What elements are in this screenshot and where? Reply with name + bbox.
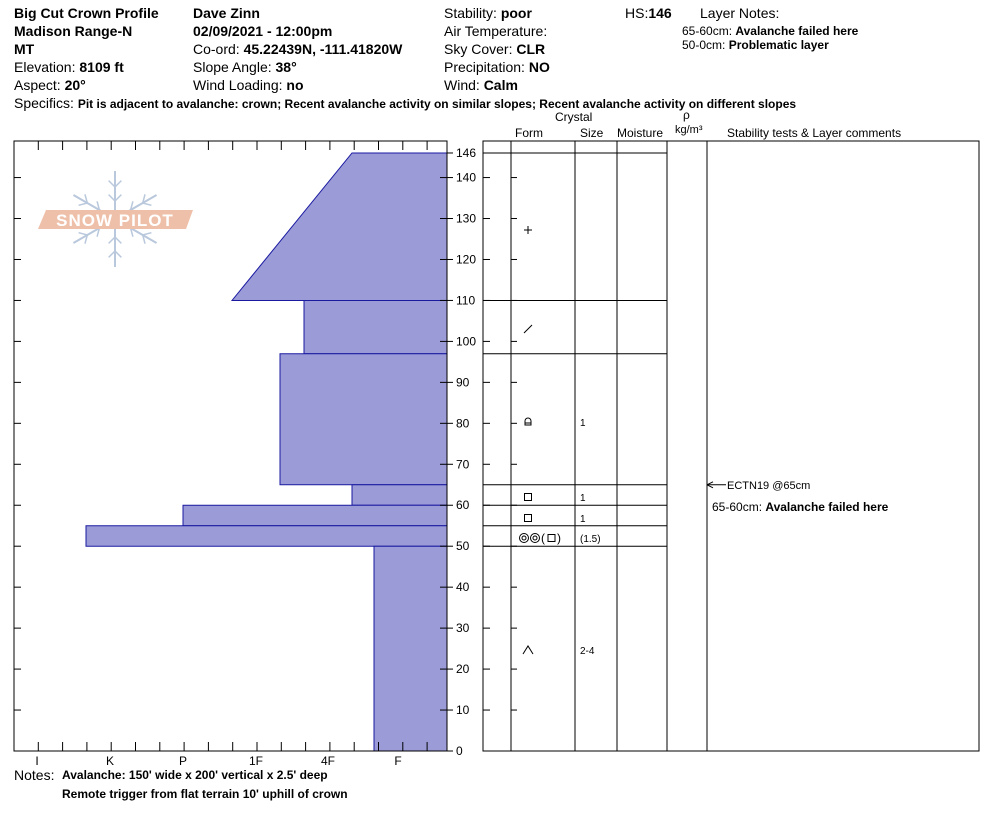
header-rho: ρ <box>683 108 690 122</box>
melt-form-icon <box>522 536 526 540</box>
depth-tick-label: 50 <box>456 539 470 554</box>
layer-note-range: 65-60cm: <box>682 24 733 38</box>
layer-comment-text: Avalanche failed here <box>765 500 889 514</box>
depth-tick-label: 0 <box>456 744 463 758</box>
snowpilot-logo <box>38 171 193 267</box>
field-value: CLR <box>516 41 546 57</box>
hardness-tick-label: 4F <box>320 754 336 768</box>
hs-value: 146 <box>648 5 672 21</box>
hardness-tick-label: K <box>105 754 115 768</box>
grain-size-label: 1 <box>580 418 586 429</box>
specifics-label: Specifics: <box>14 95 74 111</box>
header-density-unit: kg/m³ <box>675 124 703 136</box>
hardness-tick-label: I <box>35 754 39 768</box>
field-value: 38° <box>275 59 297 75</box>
melt-form-icon <box>533 536 537 540</box>
field-value: Calm <box>483 77 518 93</box>
notes-line-2: Remote trigger from flat terrain 10' uphill of crown <box>62 787 348 801</box>
field-value: MT <box>14 41 35 57</box>
hardness-layer <box>352 485 447 505</box>
field-value: poor <box>500 5 532 21</box>
decomposing-fragment-icon <box>524 325 532 333</box>
stability-test-label: ECTN19 @65cm <box>727 479 811 492</box>
depth-tick-label: 10 <box>456 703 470 718</box>
layer-note-text: Avalanche failed here <box>735 24 859 38</box>
field-value: Big Cut Crown Profile <box>14 5 159 21</box>
faceted-crystal-icon <box>525 494 532 501</box>
field-value: 20° <box>64 77 86 93</box>
hardness-layer <box>183 505 447 525</box>
depth-hoar-icon <box>523 646 533 654</box>
field-value: 45.22439N, -111.41820W <box>243 41 403 57</box>
depth-tick-label: 40 <box>456 580 470 595</box>
depth-tick-label: 140 <box>456 170 477 185</box>
grain-size-label: 1 <box>580 514 586 525</box>
layer-comment: 65-60cm: Avalanche failed here <box>712 500 889 514</box>
hardness-layer <box>374 546 447 751</box>
depth-tick-label: 120 <box>456 252 477 267</box>
depth-tick-label: 130 <box>456 211 477 226</box>
hardness-layer <box>232 153 447 300</box>
rounding-facet-icon <box>525 418 531 425</box>
header-moisture: Moisture <box>617 126 664 140</box>
depth-tick-label: 110 <box>456 293 476 308</box>
depth-tick-label: 100 <box>456 334 477 349</box>
snowflake-branch <box>143 203 152 205</box>
field-label: Air Temperature: <box>444 23 548 39</box>
header-stability: Stability tests & Layer comments <box>727 126 902 140</box>
field-value: Dave Zinn <box>193 5 260 21</box>
layer-notes-title: Layer Notes: <box>700 5 780 21</box>
snowflake-branch <box>79 233 88 235</box>
melt-form-mixed-icon <box>520 531 562 545</box>
header-form: Form <box>515 126 543 140</box>
layer-note-text: Problematic layer <box>728 38 829 52</box>
field-label: Sky Cover: <box>444 41 513 57</box>
field-value: 02/09/2021 - 12:00pm <box>193 23 333 39</box>
depth-tick-label: 30 <box>456 621 470 636</box>
depth-tick-label: 60 <box>456 498 470 513</box>
field-label: Precipitation: <box>444 59 525 75</box>
field-value: Madison Range-N <box>14 23 133 39</box>
field-label: Elevation: <box>14 59 76 75</box>
grain-size-label: (1.5) <box>580 534 601 545</box>
hardness-tick-label: F <box>394 754 402 768</box>
field-value: 8109 ft <box>79 59 124 75</box>
field-label: Slope Angle: <box>193 59 272 75</box>
hardness-tick-label: P <box>178 754 188 768</box>
paren-open: ( <box>541 531 545 545</box>
grain-size-label: 1 <box>580 493 586 504</box>
faceted-crystal-icon <box>525 515 532 522</box>
logo-text: SNOW PILOT <box>56 211 174 230</box>
paren-close: ) <box>557 531 561 545</box>
layer-note-range: 50-0cm: <box>682 38 726 52</box>
hardness-tick-label: 1F <box>248 754 264 768</box>
faceted-crystal-icon <box>548 535 555 542</box>
depth-tick-label: 146 <box>456 145 477 160</box>
snowflake-branch <box>143 233 152 235</box>
depth-tick-label: 20 <box>456 662 470 677</box>
specifics-text: Pit is adjacent to avalanche: crown; Recent avalanche activity on similar slopes; Recent avalanche activity on different slopes <box>77 97 797 111</box>
header-size: Size <box>580 126 604 140</box>
field-value: no <box>286 77 304 93</box>
depth-tick-label: 70 <box>456 457 470 472</box>
field-label: Aspect: <box>14 77 61 93</box>
field-label: Co-ord: <box>193 41 240 57</box>
melt-form-icon <box>531 534 540 543</box>
depth-tick-label: 80 <box>456 416 470 431</box>
hardness-layer <box>280 354 447 485</box>
field-label: Wind Loading: <box>193 77 283 93</box>
snowflake-branch <box>79 203 88 205</box>
layer-table-frame <box>483 141 979 751</box>
depth-tick-label: 90 <box>456 375 470 390</box>
hs-label: HS: <box>625 5 649 21</box>
grain-size-label: 2-4 <box>580 646 595 657</box>
field-label: Stability: <box>444 5 497 21</box>
header-crystal: Crystal <box>555 110 593 124</box>
melt-form-icon <box>520 534 529 543</box>
notes-label: Notes: <box>14 767 55 783</box>
field-value: NO <box>528 59 550 75</box>
hardness-layer <box>304 300 447 353</box>
hardness-layer <box>86 526 447 546</box>
notes-line-1: Avalanche: 150' wide x 200' vertical x 2.5' deep <box>62 768 328 782</box>
field-label: Wind: <box>444 77 480 93</box>
